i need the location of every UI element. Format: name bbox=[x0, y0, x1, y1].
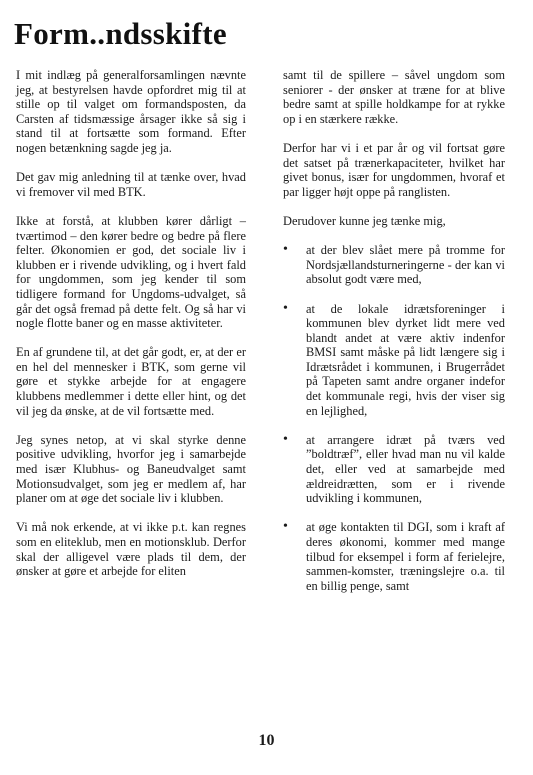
paragraph: Det gav mig anledning til at tænke over, hvad vi fremover vil med BTK. bbox=[16, 170, 246, 199]
bullet-item: • at der blev slået mere på tromme for Nordsjællandsturneringerne - der kan vi absolut godt være med, bbox=[283, 243, 505, 287]
paragraph: Jeg synes netop, at vi skal styrke denne positive udvikling, hvorfor jeg i samarbejde med især Klubhus- og Baneudvalget samt Motionsudvalget, som jeg er medlem af, har planer om at øge det sociale liv i klubben. bbox=[16, 432, 246, 506]
paragraph: Derudover kunne jeg tænke mig, bbox=[283, 213, 446, 228]
paragraph: Derfor har vi i et par år og vil fortsat gøre det satset på trænerkapaciteter, hvilket har givet bonus, især for ungdommen, hvoraf et par ligger højt oppe på ranglisten. bbox=[283, 140, 505, 199]
paragraph: Ikke at forstå, at klubben kører dårligt – tværtimod – den kører bedre og bedre på flere felter. Økonomien er god, det sociale liv i klubben er i rivende udvikling, og i hvert fald for ungdommen, som jeg kender til som tidligere formand for Ungdoms-udvalget, så går det også fremad på dette felt. Og så har vi nogle flotte baner og en masse aktiviteter. bbox=[16, 213, 246, 331]
bullet-item: • at de lokale idrætsforeninger i kommunen blev dyrket lidt mere ved blandt andet at være aktiv indenfor BMSI samt måske på lidt længere sig i Idrætsrådet i kommunen, i Brugerrådet på Tapeten samt andre organer indefor det kommunale regi, hvis der viser sig en lejlighed, bbox=[283, 302, 505, 419]
paragraph: Vi må nok erkende, at vi ikke p.t. kan regnes som en eliteklub, men en motionsklub. Derfor skal der alligevel være plads til dem, der ønsker at gøre et arbejde for eliten bbox=[16, 520, 246, 579]
left-column bbox=[16, 68, 246, 593]
page-title: Form..ndsskifte bbox=[14, 16, 227, 51]
right-column bbox=[283, 68, 505, 608]
bullet-item: • at øge kontakten til DGI, som i kraft af deres økonomi, kommer med mange tilbud for eksempel i form af ferielejre, sammen-komster, træningslejre o.a. til en billig penge, samt bbox=[283, 520, 505, 593]
paragraph: samt til de spillere – såvel ungdom som seniorer - der ønsker at træne for at blive bedre samt at spille holdkampe for at rykke op i en stærkere række. bbox=[283, 68, 505, 126]
page-number: 10 bbox=[258, 732, 275, 749]
bullet-item: • at arrangere idræt på tværs ved ”boldtræf”, eller hvad man nu vil kalde det, eller ved at samarbejde med ældreidrætten, som er i rivende udvikling i kommunen, bbox=[283, 433, 505, 506]
paragraph: En af grundene til, at det går godt, er, at der er en hel del mennesker i BTK, som gerne vil gøre et stykke arbejde for at engagere klubbens medlemmer i dette eller hint, og det vil jeg da ønske, at de vil fortsætte med. bbox=[16, 345, 246, 418]
paragraph: I mit indlæg på generalforsamlingen nævnte jeg, at bestyrelsen havde opfordret mig til at stille op til valget om formandsposten, da Carsten af tidsmæssige årsager ikke så sig i stand til at fortsætte som formand. Efter nogen betænkning sagde jeg ja. bbox=[16, 68, 246, 155]
bullet-list bbox=[283, 243, 505, 593]
